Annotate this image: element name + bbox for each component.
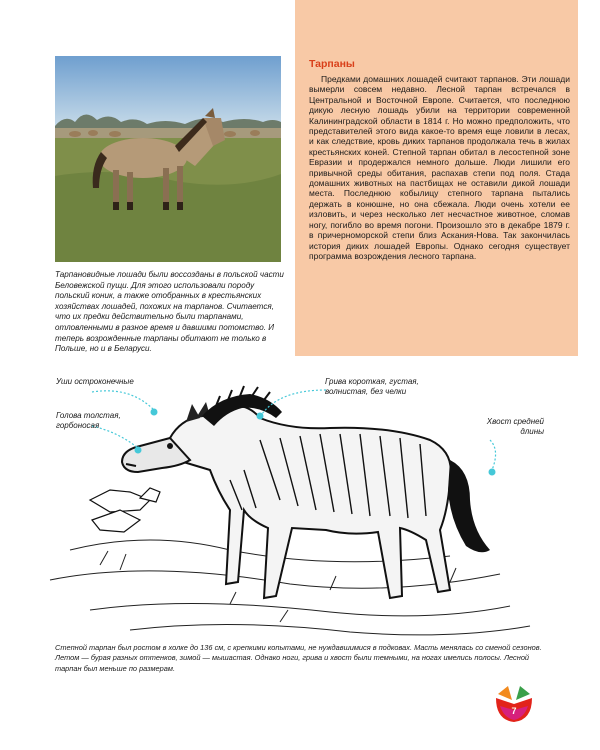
label-head: [56, 411, 121, 431]
label-tail-line1: Хвост средней: [486, 417, 544, 426]
horse-photo-icon: [55, 56, 281, 262]
page-number-badge: [494, 684, 534, 724]
info-box: [295, 0, 578, 356]
tarpan-drawing-icon: [30, 360, 570, 645]
label-mane-line1: Грива короткая, густая,: [325, 377, 419, 386]
label-head-line2: горбоносая: [56, 421, 100, 430]
page-number: 7: [511, 706, 517, 716]
label-tail: [474, 417, 544, 437]
label-ears: [56, 377, 134, 387]
label-ears-text: Уши остроконечные: [56, 377, 134, 386]
photo-caption: Тарпановидные лошади были воссозданы в польской части Беловежской пущи. Для этого использовали породу польский коник, а также отобранных в крестьянских хозяйствах лошадей, похожих на тарпанов. Считается, что их предки действительно были тарпанами, отловленными в разное время и давшими потомство. И теперь возрожденные тарпаны обитают не только в Польше, но и в Беларуси.: [55, 270, 284, 354]
box-text: Предками домашних лошадей считают тарпанов. Эти лошади вымерли совсем недавно. Лесной тарпан встречался в Центральной и Восточной Европе. Считается, что последнюю дикую лесную лошадь убили на территории современной Калининградской области в 1814 г. Но можно предположить, что представителей этого вида какое-то время еще ловили в лесах, и как следствие, кровь диких тарпанов продолжала течь в жилах крестьянских коней. Степной тарпан обитал в лесостепной зоне Евразии и продержался немного дольше. Люди лишили его привычной среды обитания, распахав степи под поля. Стада домашних животных на пастбищах не оставили дикой лошади места. Последнюю кобылицу степного тарпана пытались держать в конюшне, но она сбежала. Люди очень хотели ее изловить, и через несколько лет несчастное животное, сломав ногу, погибло во время погони. Произошло это в декабре 1879 г. в причерноморской степи близ Аскания-Нова. Так закончилась история диких лошадей Европы. Однако сегодня существует программа возрождения лесного тарпана.: [309, 74, 570, 261]
label-mane: [325, 377, 419, 397]
bottom-caption: Степной тарпан был ростом в холке до 136 см, с крепкими копытами, не нуждавшимися в подковах. Масть менялась со сменой сезонов. Летом — бурая разных оттенков, зимой — мышастая. Однако ноги, грива и хвост были темными, на ногах имелись полосы. Лесной тарпан был меньше по размерам.: [55, 643, 542, 673]
label-head-line1: Голова толстая,: [56, 411, 121, 420]
label-mane-line2: волнистая, без челки: [325, 387, 407, 396]
box-heading: Тарпаны: [309, 58, 355, 70]
page-number-badge-icon: [494, 684, 534, 724]
tarpan-illustration: [30, 360, 570, 645]
horse-photo: [55, 56, 281, 262]
label-tail-line2: длины: [520, 427, 544, 436]
